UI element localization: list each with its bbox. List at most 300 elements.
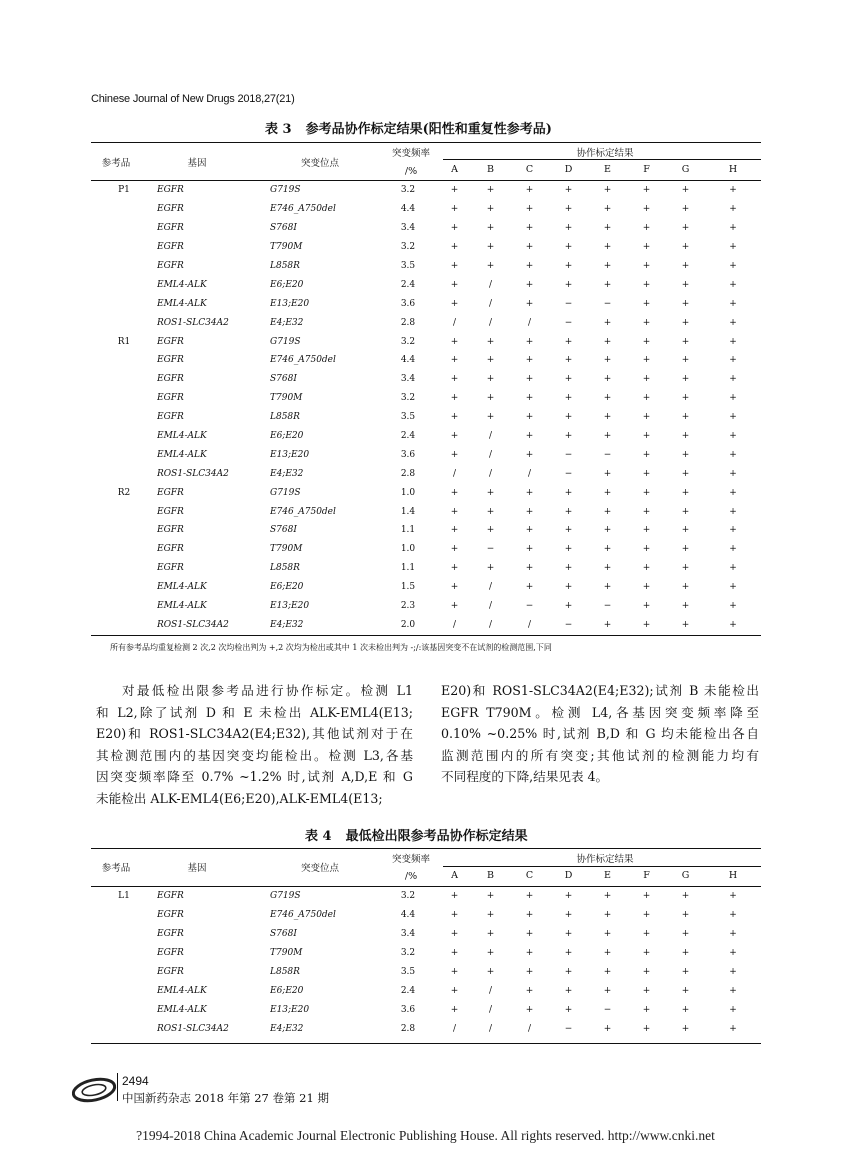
- result-cell: +: [525, 1004, 534, 1015]
- result-cell: +: [729, 412, 737, 423]
- result-cell: −: [564, 468, 573, 479]
- table4-lab-G: G: [681, 870, 690, 881]
- result-cell: +: [729, 374, 737, 385]
- result-cell: +: [525, 985, 534, 996]
- result-cell: +: [450, 412, 459, 423]
- ref-cell: [91, 464, 157, 483]
- result-cell: +: [729, 506, 737, 517]
- result-cell: +: [729, 298, 737, 309]
- table3-caption-text: 参考品协作标定结果(阳性和重复性参考品): [305, 122, 552, 137]
- result-cell: +: [525, 563, 534, 574]
- table-row: [91, 615, 761, 634]
- ref-cell: L1: [118, 891, 130, 902]
- freq-cell: 3.5: [400, 967, 416, 977]
- site-cell: L858R: [270, 563, 300, 574]
- result-cell: /: [488, 468, 493, 479]
- result-cell: +: [729, 204, 737, 215]
- result-cell: +: [603, 336, 612, 347]
- result-cell: +: [642, 374, 651, 385]
- result-cell: +: [681, 948, 690, 959]
- result-cell: +: [450, 582, 459, 593]
- table4-caption: [305, 825, 528, 844]
- gene-cell: EGFR: [157, 967, 184, 977]
- text-line: 和 L2,除了试剂 D 和 E 未检出 ALK-EML4(E13;: [96, 704, 413, 720]
- result-cell: +: [642, 582, 651, 593]
- result-cell: +: [603, 412, 612, 423]
- result-cell: +: [681, 355, 690, 366]
- result-cell: +: [450, 204, 459, 215]
- ref-cell: [91, 351, 157, 370]
- result-cell: +: [603, 261, 612, 271]
- result-cell: +: [603, 374, 612, 385]
- table4-caption-number: 表 4: [305, 829, 332, 844]
- table-row: [91, 963, 761, 982]
- result-cell: +: [486, 948, 495, 959]
- result-cell: +: [486, 891, 495, 902]
- result-cell: +: [642, 393, 651, 404]
- result-cell: +: [564, 506, 573, 517]
- site-cell: T790M: [270, 242, 303, 253]
- freq-cell: 1.0: [400, 544, 416, 555]
- table4-lab-B: B: [487, 870, 494, 881]
- gene-cell: EGFR: [157, 891, 184, 902]
- result-cell: +: [525, 355, 534, 366]
- table3-lab-E: E: [604, 164, 611, 175]
- result-cell: +: [525, 891, 534, 902]
- site-cell: L858R: [270, 261, 300, 271]
- site-cell: G719S: [270, 891, 301, 902]
- table-row: [91, 906, 761, 925]
- result-cell: +: [603, 431, 612, 442]
- result-cell: /: [488, 582, 493, 593]
- site-cell: G719S: [270, 336, 301, 347]
- footer-journal-issue: 中国新药杂志 2018 年第 27 卷第 21 期: [122, 1091, 329, 1105]
- table-row: [91, 219, 761, 238]
- result-cell: +: [450, 449, 459, 460]
- table-row: [91, 275, 761, 294]
- body-text-right-column: [441, 680, 759, 788]
- result-cell: +: [729, 279, 737, 290]
- site-cell: T790M: [270, 948, 303, 959]
- result-cell: +: [681, 1023, 690, 1034]
- site-cell: E13;E20: [270, 1004, 310, 1015]
- table3-caption-number: 表 3: [265, 122, 292, 137]
- site-cell: L858R: [270, 412, 300, 423]
- result-cell: +: [681, 487, 690, 498]
- text-line: EGFR T790M。检测 L4,各基因突变频率降至: [441, 704, 759, 720]
- result-cell: +: [642, 910, 651, 921]
- gene-cell: ROS1-SLC34A2: [157, 317, 229, 328]
- result-cell: −: [564, 1023, 573, 1034]
- table-row: [91, 200, 761, 219]
- table-row: [91, 981, 761, 1000]
- result-cell: +: [450, 929, 459, 940]
- freq-cell: 1.4: [400, 506, 416, 517]
- table4-lab-A: A: [451, 870, 458, 881]
- table3-header-gene: 基因: [187, 158, 207, 169]
- result-cell: +: [729, 223, 737, 234]
- result-cell: /: [488, 619, 493, 630]
- result-cell: +: [729, 891, 737, 902]
- result-cell: +: [525, 374, 534, 385]
- table-row: [91, 578, 761, 597]
- ref-cell: [91, 427, 157, 446]
- table3-lab-C: C: [525, 164, 534, 175]
- result-cell: −: [564, 449, 573, 460]
- result-cell: +: [564, 948, 573, 959]
- result-cell: +: [603, 563, 612, 574]
- site-cell: T790M: [270, 393, 303, 404]
- result-cell: +: [681, 449, 690, 460]
- result-cell: +: [603, 506, 612, 517]
- result-cell: /: [452, 619, 457, 630]
- result-cell: +: [450, 279, 459, 290]
- gene-cell: EGFR: [157, 929, 184, 940]
- page-number: 2494: [122, 1074, 149, 1088]
- text-line: E20)和 ROS1-SLC34A2(E4;E32);试剂 B 未能检出: [441, 683, 759, 698]
- result-cell: +: [564, 374, 573, 385]
- ref-cell: [91, 389, 157, 408]
- result-cell: +: [486, 242, 495, 253]
- result-cell: +: [450, 487, 459, 498]
- table-row: [91, 370, 761, 389]
- table-row: [91, 351, 761, 370]
- ref-cell: [91, 540, 157, 559]
- text-line: 因突变频率降至 0.7% ~1.2% 时,试剂 A,D,E 和 G: [96, 769, 413, 785]
- result-cell: +: [681, 929, 690, 940]
- result-cell: +: [681, 525, 690, 536]
- table-row: [91, 445, 761, 464]
- ref-cell: P1: [118, 185, 130, 196]
- result-cell: +: [642, 298, 651, 309]
- result-cell: +: [450, 891, 459, 902]
- result-cell: +: [681, 374, 690, 385]
- result-cell: /: [488, 985, 493, 996]
- result-cell: −: [564, 619, 573, 630]
- gene-cell: EGFR: [157, 525, 184, 536]
- site-cell: E746_A750del: [270, 204, 336, 215]
- gene-cell: EGFR: [157, 355, 184, 366]
- result-cell: −: [603, 449, 612, 460]
- ref-cell: [91, 502, 157, 521]
- ref-cell: [91, 597, 157, 616]
- result-cell: +: [681, 563, 690, 574]
- result-cell: −: [564, 298, 573, 309]
- result-cell: +: [603, 929, 612, 940]
- result-cell: +: [642, 223, 651, 234]
- table3-lab-F: F: [643, 164, 650, 175]
- freq-cell: 3.6: [400, 298, 416, 309]
- ref-cell: [91, 578, 157, 597]
- result-cell: +: [681, 967, 690, 977]
- result-cell: +: [603, 891, 612, 902]
- ref-cell: [91, 294, 157, 313]
- table4-header-ref: 参考品: [101, 863, 131, 874]
- table4-lab-C: C: [525, 870, 534, 881]
- result-cell: +: [525, 261, 534, 271]
- result-cell: +: [450, 544, 459, 555]
- result-cell: +: [642, 261, 651, 271]
- site-cell: E746_A750del: [270, 910, 336, 921]
- result-cell: +: [450, 525, 459, 536]
- result-cell: +: [729, 1023, 737, 1034]
- result-cell: /: [488, 1023, 493, 1034]
- gene-cell: EGFR: [157, 393, 184, 404]
- result-cell: +: [450, 910, 459, 921]
- freq-cell: 3.6: [400, 449, 416, 460]
- gene-cell: EGFR: [157, 223, 184, 234]
- table3-header-ref: 参考品: [101, 158, 131, 169]
- result-cell: +: [450, 223, 459, 234]
- table3-header-group: 协作标定结果: [576, 148, 634, 159]
- freq-cell: 2.0: [400, 619, 416, 630]
- result-cell: +: [603, 910, 612, 921]
- result-cell: +: [525, 336, 534, 347]
- table4-lab-D: D: [564, 870, 573, 881]
- result-cell: /: [488, 601, 493, 612]
- result-cell: +: [729, 948, 737, 959]
- freq-cell: 3.4: [400, 929, 416, 940]
- site-cell: G719S: [270, 185, 301, 196]
- ref-cell: [91, 257, 157, 276]
- ref-cell: R1: [117, 336, 131, 347]
- result-cell: +: [525, 449, 534, 460]
- result-cell: −: [564, 317, 573, 328]
- freq-cell: 3.5: [400, 261, 416, 271]
- ref-cell: [91, 238, 157, 257]
- table3-header-freq: 突变频率: [391, 148, 430, 159]
- result-cell: +: [486, 223, 495, 234]
- result-cell: +: [681, 582, 690, 593]
- result-cell: +: [564, 185, 573, 196]
- table4-lab-H: H: [728, 870, 738, 881]
- gene-cell: EML4-ALK: [157, 431, 207, 442]
- table3-header-site: 突变位点: [300, 158, 339, 169]
- result-cell: +: [525, 948, 534, 959]
- site-cell: E4;E32: [270, 468, 304, 479]
- result-cell: +: [450, 601, 459, 612]
- result-cell: +: [681, 223, 690, 234]
- result-cell: +: [450, 336, 459, 347]
- result-cell: +: [603, 393, 612, 404]
- table3-lab-H: H: [728, 164, 738, 175]
- result-cell: +: [642, 985, 651, 996]
- result-cell: +: [642, 1023, 651, 1034]
- freq-cell: 2.4: [400, 431, 416, 442]
- ref-cell: [91, 219, 157, 238]
- result-cell: +: [486, 506, 495, 517]
- ref-cell: [91, 370, 157, 389]
- result-cell: +: [486, 929, 495, 940]
- result-cell: +: [603, 544, 612, 555]
- result-cell: +: [603, 279, 612, 290]
- result-cell: +: [525, 279, 534, 290]
- result-cell: +: [564, 261, 573, 271]
- table-row: [91, 257, 761, 276]
- table4-lab-E: E: [604, 870, 611, 881]
- table-row: [91, 597, 761, 616]
- ref-cell: [91, 963, 157, 982]
- copyright-line: ?1994-2018 China Academic Journal Electronic Publishing House. All rights reserved. http://www.cnki.net: [136, 1128, 715, 1143]
- result-cell: +: [486, 412, 495, 423]
- gene-cell: EGFR: [157, 948, 184, 959]
- result-cell: +: [642, 449, 651, 460]
- result-cell: +: [603, 619, 612, 630]
- gene-cell: EGFR: [157, 242, 184, 253]
- ref-cell: [91, 906, 157, 925]
- body-text-left-column: [96, 680, 413, 810]
- result-cell: +: [729, 336, 737, 347]
- footer-divider: [117, 1073, 118, 1101]
- freq-cell: 2.4: [400, 279, 416, 290]
- result-cell: +: [681, 204, 690, 215]
- result-cell: +: [525, 185, 534, 196]
- freq-cell: 3.2: [400, 393, 416, 404]
- result-cell: +: [729, 317, 737, 328]
- result-cell: +: [729, 242, 737, 253]
- gene-cell: EGFR: [157, 910, 184, 921]
- table3-header-freq-unit: /%: [404, 166, 418, 177]
- result-cell: +: [525, 525, 534, 536]
- site-cell: E746_A750del: [270, 506, 336, 517]
- result-cell: +: [603, 967, 612, 977]
- gene-cell: EGFR: [157, 506, 184, 517]
- freq-cell: 3.2: [400, 242, 416, 253]
- table-row: [91, 313, 761, 332]
- result-cell: −: [486, 544, 495, 555]
- gene-cell: ROS1-SLC34A2: [157, 619, 229, 630]
- ref-cell: [91, 408, 157, 427]
- gene-cell: ROS1-SLC34A2: [157, 1023, 229, 1034]
- freq-cell: 3.6: [400, 1004, 416, 1015]
- table-row: [91, 887, 761, 906]
- freq-cell: 2.8: [400, 1023, 416, 1034]
- result-cell: +: [603, 525, 612, 536]
- ref-cell: [91, 1000, 157, 1019]
- gene-cell: EML4-ALK: [157, 601, 207, 612]
- gene-cell: EGFR: [157, 336, 184, 347]
- ref-cell: [91, 1019, 157, 1038]
- result-cell: +: [525, 223, 534, 234]
- result-cell: +: [564, 223, 573, 234]
- result-cell: +: [681, 336, 690, 347]
- table3-lab-B: B: [487, 164, 494, 175]
- table4-body: [91, 887, 761, 1038]
- result-cell: +: [486, 185, 495, 196]
- freq-cell: 1.1: [400, 525, 416, 536]
- result-cell: +: [729, 487, 737, 498]
- result-cell: +: [525, 431, 534, 442]
- table-row: [91, 540, 761, 559]
- gene-cell: EGFR: [157, 412, 184, 423]
- site-cell: T790M: [270, 544, 303, 555]
- freq-cell: 4.4: [400, 910, 416, 921]
- result-cell: +: [525, 242, 534, 253]
- freq-cell: 4.4: [400, 204, 416, 215]
- table4-bottom-rule: [91, 1043, 761, 1044]
- result-cell: +: [564, 393, 573, 404]
- result-cell: +: [486, 487, 495, 498]
- result-cell: +: [642, 601, 651, 612]
- result-cell: +: [486, 336, 495, 347]
- result-cell: +: [450, 431, 459, 442]
- result-cell: −: [603, 601, 612, 612]
- result-cell: +: [642, 431, 651, 442]
- result-cell: /: [488, 1004, 493, 1015]
- result-cell: /: [527, 468, 532, 479]
- result-cell: +: [564, 336, 573, 347]
- ref-cell: [91, 445, 157, 464]
- gene-cell: EML4-ALK: [157, 279, 207, 290]
- result-cell: +: [729, 601, 737, 612]
- result-cell: +: [642, 525, 651, 536]
- result-cell: +: [681, 431, 690, 442]
- site-cell: E4;E32: [270, 1023, 304, 1034]
- ref-cell: [91, 981, 157, 1000]
- result-cell: +: [525, 506, 534, 517]
- result-cell: +: [729, 525, 737, 536]
- result-cell: +: [681, 298, 690, 309]
- table4-top-rule: [91, 848, 761, 849]
- result-cell: +: [681, 601, 690, 612]
- freq-cell: 3.2: [400, 336, 416, 347]
- table3-lab-A: A: [451, 164, 458, 175]
- result-cell: +: [681, 242, 690, 253]
- gene-cell: EML4-ALK: [157, 1004, 207, 1015]
- result-cell: +: [642, 967, 651, 977]
- freq-cell: 3.2: [400, 891, 416, 902]
- result-cell: +: [603, 468, 612, 479]
- result-cell: +: [603, 204, 612, 215]
- result-cell: +: [729, 563, 737, 574]
- result-cell: +: [486, 967, 495, 977]
- table-row: [91, 238, 761, 257]
- result-cell: +: [681, 412, 690, 423]
- result-cell: +: [450, 967, 459, 977]
- site-cell: S768I: [270, 374, 297, 385]
- result-cell: +: [642, 1004, 651, 1015]
- result-cell: +: [642, 355, 651, 366]
- result-cell: +: [642, 544, 651, 555]
- result-cell: +: [450, 948, 459, 959]
- result-cell: +: [642, 336, 651, 347]
- table-row: [91, 521, 761, 540]
- result-cell: +: [564, 242, 573, 253]
- result-cell: +: [486, 261, 495, 271]
- ref-cell: [91, 313, 157, 332]
- gene-cell: EGFR: [157, 374, 184, 385]
- result-cell: +: [486, 563, 495, 574]
- table-row: [91, 483, 761, 502]
- result-cell: +: [642, 948, 651, 959]
- result-cell: +: [642, 929, 651, 940]
- result-cell: +: [525, 204, 534, 215]
- table3-caption: [265, 118, 552, 137]
- result-cell: +: [681, 1004, 690, 1015]
- result-cell: +: [642, 412, 651, 423]
- site-cell: E13;E20: [270, 298, 310, 309]
- site-cell: E746_A750del: [270, 355, 336, 366]
- site-cell: E6;E20: [270, 985, 304, 996]
- site-cell: E6;E20: [270, 279, 304, 290]
- result-cell: +: [729, 967, 737, 977]
- result-cell: +: [729, 910, 737, 921]
- gene-cell: EML4-ALK: [157, 582, 207, 593]
- result-cell: /: [452, 468, 457, 479]
- running-header: Chinese Journal of New Drugs 2018,27(21): [91, 93, 295, 105]
- result-cell: +: [525, 967, 534, 977]
- gene-cell: EML4-ALK: [157, 298, 207, 309]
